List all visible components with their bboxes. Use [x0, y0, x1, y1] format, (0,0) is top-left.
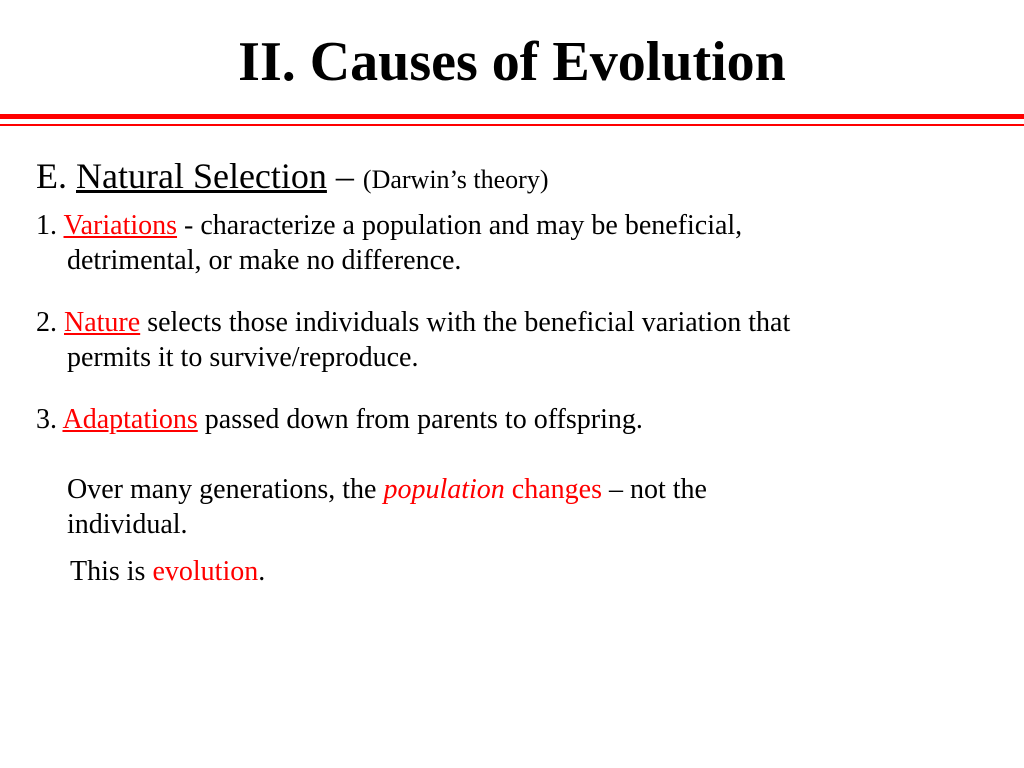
- list-item-2: [36, 305, 986, 375]
- item-text-continued: detrimental, or make no difference.: [67, 245, 462, 276]
- conclusion-changes: changes: [504, 474, 602, 505]
- item-text: passed down from parents to offspring.: [197, 404, 643, 435]
- section-heading: [36, 152, 548, 204]
- item-text-continued: permits it to survive/reproduce.: [67, 342, 419, 373]
- heading-prefix: E.: [36, 156, 76, 196]
- evolution-term: evolution: [152, 556, 259, 587]
- conclusion-population: population: [383, 474, 505, 505]
- item-number: 1.: [36, 210, 64, 241]
- item-number: 2.: [36, 307, 64, 338]
- item-text: selects those individuals with the beneficial variation that: [140, 307, 791, 338]
- item-term: Adaptations: [62, 404, 198, 435]
- list-item-3: [36, 402, 986, 437]
- conclusion-text-continued: individual.: [67, 509, 188, 540]
- heading-note: (Darwin’s theory): [362, 165, 549, 194]
- evolution-text: This is: [70, 556, 153, 587]
- heading-term: Natural Selection: [76, 156, 327, 196]
- conclusion-text-end: – not the: [601, 474, 707, 505]
- evolution-statement: [70, 554, 970, 589]
- item-term: Variations: [63, 210, 178, 241]
- conclusion-text: Over many generations, the: [67, 474, 384, 505]
- slide-title: II. Causes of Evolution: [238, 31, 786, 93]
- conclusion-paragraph: [67, 472, 967, 542]
- heading-dash: –: [326, 156, 363, 196]
- title-divider-thin: [0, 124, 1024, 126]
- evolution-period: .: [258, 556, 266, 587]
- title-divider-thick: [0, 114, 1024, 119]
- list-item-1: [36, 208, 986, 278]
- item-text: - characterize a population and may be beneficial,: [177, 210, 743, 241]
- item-number: 3.: [36, 404, 63, 435]
- item-term: Nature: [64, 307, 141, 338]
